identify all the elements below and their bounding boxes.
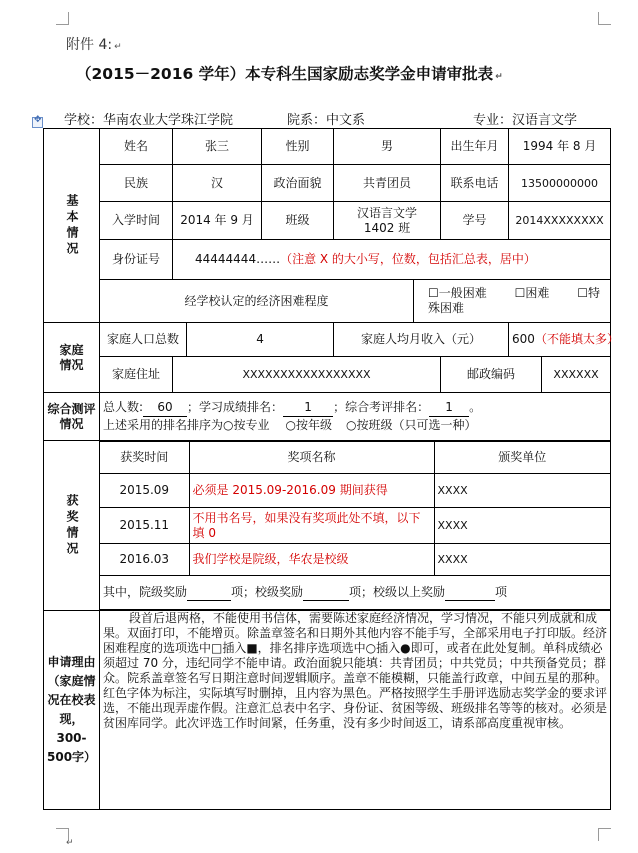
idcard-label: 身份证号 xyxy=(100,240,173,280)
idcard-value: 44444444…… xyxy=(195,252,281,266)
award-time[interactable]: 2016.03 xyxy=(100,544,189,576)
awards-col-time: 获奖时间 xyxy=(100,442,189,474)
enroll-label: 入学时间 xyxy=(100,202,173,240)
class-value-line-1: 汉语言文学 xyxy=(357,205,418,220)
gender-label: 性别 xyxy=(262,129,334,165)
ethnicity-value[interactable]: 汉 xyxy=(173,165,262,202)
hardship-option-hard[interactable]: ☐困难 xyxy=(514,286,550,300)
rank-option-grade[interactable]: ○按年级 xyxy=(285,418,333,432)
postcode-label: 邮政编码 xyxy=(441,357,542,393)
class-value-line-2: 1402 班 xyxy=(363,220,411,235)
reason-text[interactable]: 段首后退两格，不能使用书信体，需要陈述家庭经济情况，学习情况，不能只列成就和成果。双面打印，不能增页。除盖章签名和日期外其他内容不能手写，全部采用电子打印版。经济困难程度的选项选中□插入■，排名排序选项选中○插入●即可，或者在此处复制。单科成绩必须超过 70 分，违纪同学不能申请。政治面貌只能填：共青团员；中共党员；中共预备党员；群众。院系盖章签名写日期注意时间逻辑顺序。盖章不能模糊，只能盖行政章，中间五星的那种。红色字体为标注，实际填写时删掉，且内容为黑色。严格按照学生手册评选励志奖学金的要求评选，不能出现弄虚作假。注意汇总表中名字、身份证、贫困等级、班级排名等等的核对。必须是贫困库同学。此次评选工作时间紧，任务重，没有多少时间返工，请系部高度重视审核。 xyxy=(100,611,611,810)
gender-value[interactable]: 男 xyxy=(334,129,441,165)
idcard-note: （注意 X 的大小写，位数，包括汇总表，居中） xyxy=(280,252,536,266)
birth-value[interactable]: 1994 年 8 月 xyxy=(509,129,611,165)
study-rank-field[interactable]: 1 xyxy=(283,399,333,417)
income-value: 600 xyxy=(512,332,535,346)
awards-section-label: 获奖情况 xyxy=(44,441,100,611)
postcode-value[interactable]: XXXXXX xyxy=(542,357,611,393)
address-label: 家庭住址 xyxy=(100,357,173,393)
page-corner-bottom-right xyxy=(598,828,611,841)
radio-icon: ○ xyxy=(223,418,234,432)
header-department: 院系：中文系 xyxy=(287,113,366,128)
radio-icon: ○ xyxy=(346,418,357,432)
school-award-count-field[interactable] xyxy=(303,585,349,601)
student-id-value[interactable]: 2014XXXXXXXX xyxy=(509,202,611,240)
page-title: （2015－2016 学年）本专科生国家励志奖学金申请审批表 ↵ xyxy=(76,65,503,83)
rank-option-class[interactable]: ○按班级（只可选一种） xyxy=(346,418,477,432)
income-note: （不能填太多） xyxy=(534,332,619,346)
award-name[interactable]: 不用书名号，如果没有奖项此处不填，以下填 0 xyxy=(189,508,434,544)
family-section-label: 家庭情况 xyxy=(44,323,100,393)
phone-label: 联系电话 xyxy=(441,165,509,202)
radio-icon: ○ xyxy=(285,418,296,432)
student-id-label: 学号 xyxy=(441,202,509,240)
table-move-handle[interactable]: ✥ xyxy=(32,117,43,128)
award-name[interactable]: 我们学校是院级，华农是校级 xyxy=(189,544,434,576)
header-major: 专业：汉语言文学 xyxy=(473,113,578,128)
idcard-cell[interactable] xyxy=(173,240,611,280)
birth-label: 出生年月 xyxy=(441,129,509,165)
family-size-label: 家庭人口总数 xyxy=(100,323,187,357)
award-unit[interactable]: XXXX xyxy=(434,508,610,544)
overall-rank-field[interactable]: 1 xyxy=(429,399,469,417)
evaluation-ranks: 总人数: 60 ；学习成绩排名： 1 ；综合考评排名： 1 。 xyxy=(103,399,607,417)
checkbox-icon: ☐ xyxy=(428,286,439,300)
politics-value[interactable]: 共青团员 xyxy=(334,165,441,202)
name-label: 姓名 xyxy=(100,129,173,165)
income-cell[interactable] xyxy=(509,323,619,357)
ethnicity-label: 民族 xyxy=(100,165,173,202)
enroll-value[interactable]: 2014 年 9 月 xyxy=(173,202,262,240)
phone-value[interactable]: 13500000000 xyxy=(509,165,611,202)
page-corner-top-left xyxy=(56,12,69,25)
class-label: 班级 xyxy=(262,202,334,240)
rank-option-major[interactable]: ○按专业 xyxy=(223,418,270,432)
family-size-value[interactable]: 4 xyxy=(187,323,334,357)
college-award-count-field[interactable] xyxy=(187,585,231,601)
name-value[interactable]: 张三 xyxy=(173,129,262,165)
evaluation-rank-method: 上述采用的排名排序为○按专业 ○按年级 ○按班级（只可选一种） xyxy=(103,418,477,432)
address-value[interactable]: XXXXXXXXXXXXXXXXX xyxy=(173,357,441,393)
page-corner-top-right xyxy=(598,12,611,25)
awards-cell xyxy=(100,441,611,611)
evaluation-section-label: 综合测评情况 xyxy=(44,393,100,441)
page-end-mark: ↵ xyxy=(66,838,74,848)
higher-award-count-field[interactable] xyxy=(445,585,495,601)
award-unit[interactable]: XXXX xyxy=(434,474,610,508)
income-label: 家庭人均月收入（元） xyxy=(334,323,509,357)
total-count-field[interactable]: 60 xyxy=(143,399,187,417)
award-time[interactable]: 2015.09 xyxy=(100,474,189,508)
politics-label: 政治面貌 xyxy=(262,165,334,202)
application-form-table xyxy=(43,128,619,810)
hardship-option-special[interactable]: ☐特殊困难 xyxy=(428,286,601,315)
awards-summary: 其中，院级奖励 项；校级奖励 项；校级以上奖励 项 xyxy=(100,576,610,610)
class-value[interactable] xyxy=(334,202,441,240)
awards-col-unit: 颁奖单位 xyxy=(434,442,610,474)
checkbox-icon: ☐ xyxy=(577,286,588,300)
basic-section-label: 基本情况 xyxy=(44,129,100,323)
checkbox-icon: ☐ xyxy=(514,286,526,300)
header-school: 学校：华南农业大学珠江学院 xyxy=(64,113,234,128)
award-unit[interactable]: XXXX xyxy=(434,544,610,576)
reason-section-label: 申请理由（家庭情况在校表现，300-500字） xyxy=(44,611,100,810)
award-time[interactable]: 2015.11 xyxy=(100,508,189,544)
hardship-options xyxy=(414,280,611,323)
award-name[interactable]: 必须是 2015.09-2016.09 期间获得 xyxy=(189,474,434,508)
attachment-label: 附件 4: ↵ xyxy=(66,37,122,53)
hardship-option-general[interactable]: ☐一般困难 xyxy=(428,286,487,300)
awards-col-name: 奖项名称 xyxy=(189,442,434,474)
awards-table xyxy=(100,441,610,610)
evaluation-cell xyxy=(100,393,611,441)
hardship-label: 经学校认定的经济困难程度 xyxy=(100,280,414,323)
